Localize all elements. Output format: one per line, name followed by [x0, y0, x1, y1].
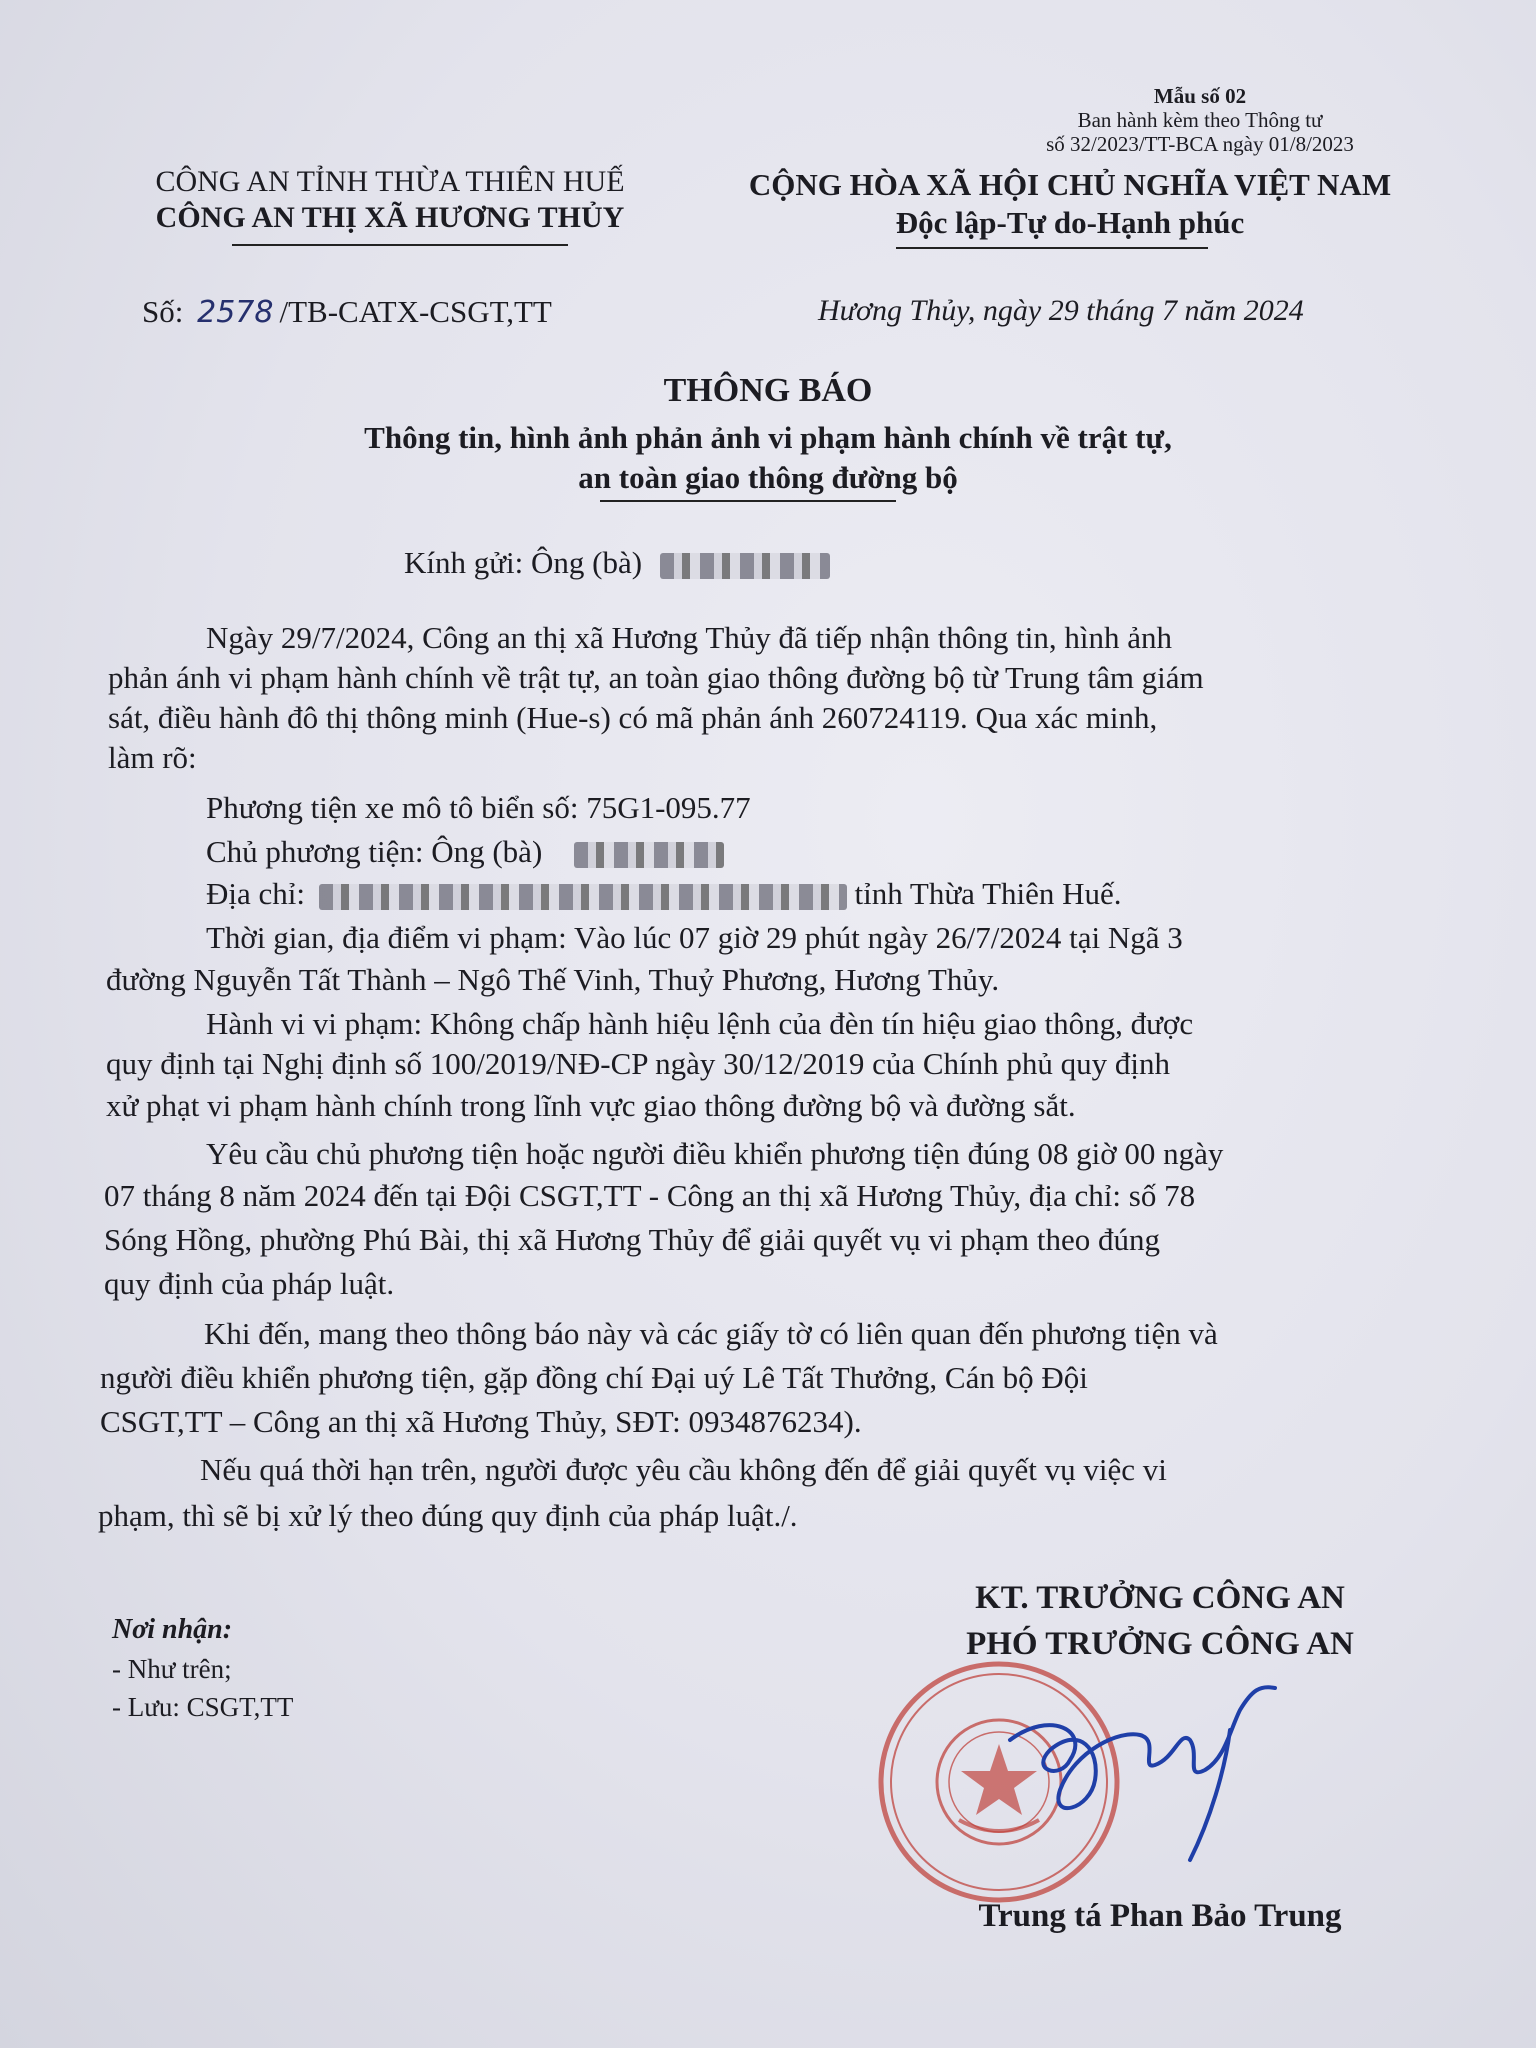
signer-name: Trung tá Phan Bảo Trung	[978, 1898, 1342, 1934]
form-ref-line1: Ban hành kèm theo Thông tư	[1077, 108, 1323, 132]
motto-underline	[896, 247, 1208, 249]
redacted-address	[319, 884, 847, 910]
agency-underline	[232, 244, 568, 246]
deadline-line1: Nếu quá thời hạn trên, người được yêu cầu không đến để giải quyết vụ việc vi	[200, 1452, 1167, 1487]
body-p1-line2: phản ánh vi phạm hành chính về trật tự, an toàn giao thông đường bộ từ Trung tâm giám	[108, 660, 1204, 695]
signer-authority: KT. TRƯỞNG CÔNG AN	[975, 1580, 1345, 1616]
national-motto: Độc lập-Tự do-Hạnh phúc	[895, 205, 1245, 240]
address-label: Địa chỉ:	[206, 876, 305, 911]
bring-line2: người điều khiển phương tiện, gặp đồng chí Đại uý Lê Tất Thưởng, Cán bộ Đội	[100, 1360, 1088, 1395]
doc-number-prefix: Số:	[142, 294, 184, 329]
greeting	[404, 545, 830, 581]
violation-act-line2: quy định tại Nghị định số 100/2019/NĐ-CP ngày 30/12/2019 của Chính phủ quy định	[106, 1046, 1171, 1081]
document-number	[142, 294, 552, 330]
owner-address	[206, 876, 1122, 912]
address-province: tỉnh Thừa Thiên Huế.	[854, 876, 1122, 911]
deadline-line2: phạm, thì sẽ bị xử lý theo đúng quy định của pháp luật./.	[98, 1498, 798, 1533]
national-header	[720, 166, 1420, 242]
nation-name: CỘNG HÒA XÃ HỘI CHỦ NGHĨA VIỆT NAM	[748, 167, 1392, 202]
request-line4: quy định của pháp luật.	[104, 1266, 395, 1301]
doc-number-suffix: /TB-CATX-CSGT,TT	[279, 294, 552, 329]
request-line2: 07 tháng 8 năm 2024 đến tại Đội CSGT,TT - Công an thị xã Hương Thủy, địa chỉ: số 78	[104, 1178, 1196, 1213]
bring-line3: CSGT,TT – Công an thị xã Hương Thủy, SĐT: 0934876234).	[100, 1404, 862, 1439]
request-line1: Yêu cầu chủ phương tiện hoặc người điều khiển phương tiện đúng 08 giờ 00 ngày	[206, 1136, 1224, 1171]
agency-name: CÔNG AN THỊ XÃ HƯƠNG THỦY	[155, 201, 625, 234]
vehicle-owner	[206, 834, 724, 870]
recipient-item: - Như trên;	[112, 1654, 232, 1684]
violation-time-line1: Thời gian, địa điểm vi phạm: Vào lúc 07 giờ 29 phút ngày 26/7/2024 tại Ngã 3	[206, 920, 1183, 955]
greeting-text: Kính gửi: Ông (bà)	[404, 545, 643, 580]
violation-act-line1: Hành vi vi phạm: Không chấp hành hiệu lệnh của đèn tín hiệu giao thông, được	[206, 1006, 1194, 1041]
body-p1-line4: làm rõ:	[108, 740, 197, 775]
vehicle-plate: Phương tiện xe mô tô biển số: 75G1-095.77	[206, 790, 751, 825]
document-subtitle-line1: Thông tin, hình ảnh phản ảnh vi phạm hành chính về trật tự,	[364, 420, 1172, 455]
handwritten-signature	[990, 1670, 1290, 1880]
document-title: THÔNG BÁO	[663, 372, 873, 409]
document-subtitle-line2: an toàn giao thông đường bộ	[578, 460, 958, 495]
issuing-agency	[100, 164, 680, 236]
form-reference	[980, 84, 1420, 156]
form-number: Mẫu số 02	[1153, 84, 1247, 108]
recipient-item: - Lưu: CSGT,TT	[112, 1692, 294, 1722]
agency-parent: CÔNG AN TỈNH THỪA THIÊN HUẾ	[155, 165, 625, 198]
violation-act-line3: xử phạt vi phạm hành chính trong lĩnh vực giao thông đường bộ và đường sắt.	[106, 1088, 1076, 1123]
redacted-owner	[574, 842, 724, 868]
form-ref-line2: số 32/2023/TT-BCA ngày 01/8/2023	[1046, 132, 1354, 156]
request-line3: Sóng Hồng, phường Phú Bài, thị xã Hương Thủy để giải quyết vụ vi phạm theo đúng	[104, 1222, 1161, 1257]
violation-time-line2: đường Nguyễn Tất Thành – Ngô Thế Vinh, Thuỷ Phương, Hương Thủy.	[106, 962, 1000, 997]
signer-position: PHÓ TRƯỞNG CÔNG AN	[966, 1626, 1354, 1662]
doc-number-handwritten: 2578	[197, 295, 274, 330]
body-p1-line3: sát, điều hành đô thị thông minh (Hue-s) có mã phản ánh 260724119. Qua xác minh,	[108, 700, 1158, 735]
body-p1-line1: Ngày 29/7/2024, Công an thị xã Hương Thủy đã tiếp nhận thông tin, hình ảnh	[206, 620, 1172, 655]
redacted-name	[660, 553, 830, 579]
bring-line1: Khi đến, mang theo thông báo này và các giấy tờ có liên quan đến phương tiện và	[204, 1316, 1218, 1351]
recipients-heading: Nơi nhận:	[112, 1614, 233, 1645]
owner-label: Chủ phương tiện: Ông (bà)	[206, 834, 543, 869]
date-place: Hương Thủy, ngày 29 tháng 7 năm 2024	[818, 294, 1304, 327]
title-underline	[600, 500, 896, 502]
